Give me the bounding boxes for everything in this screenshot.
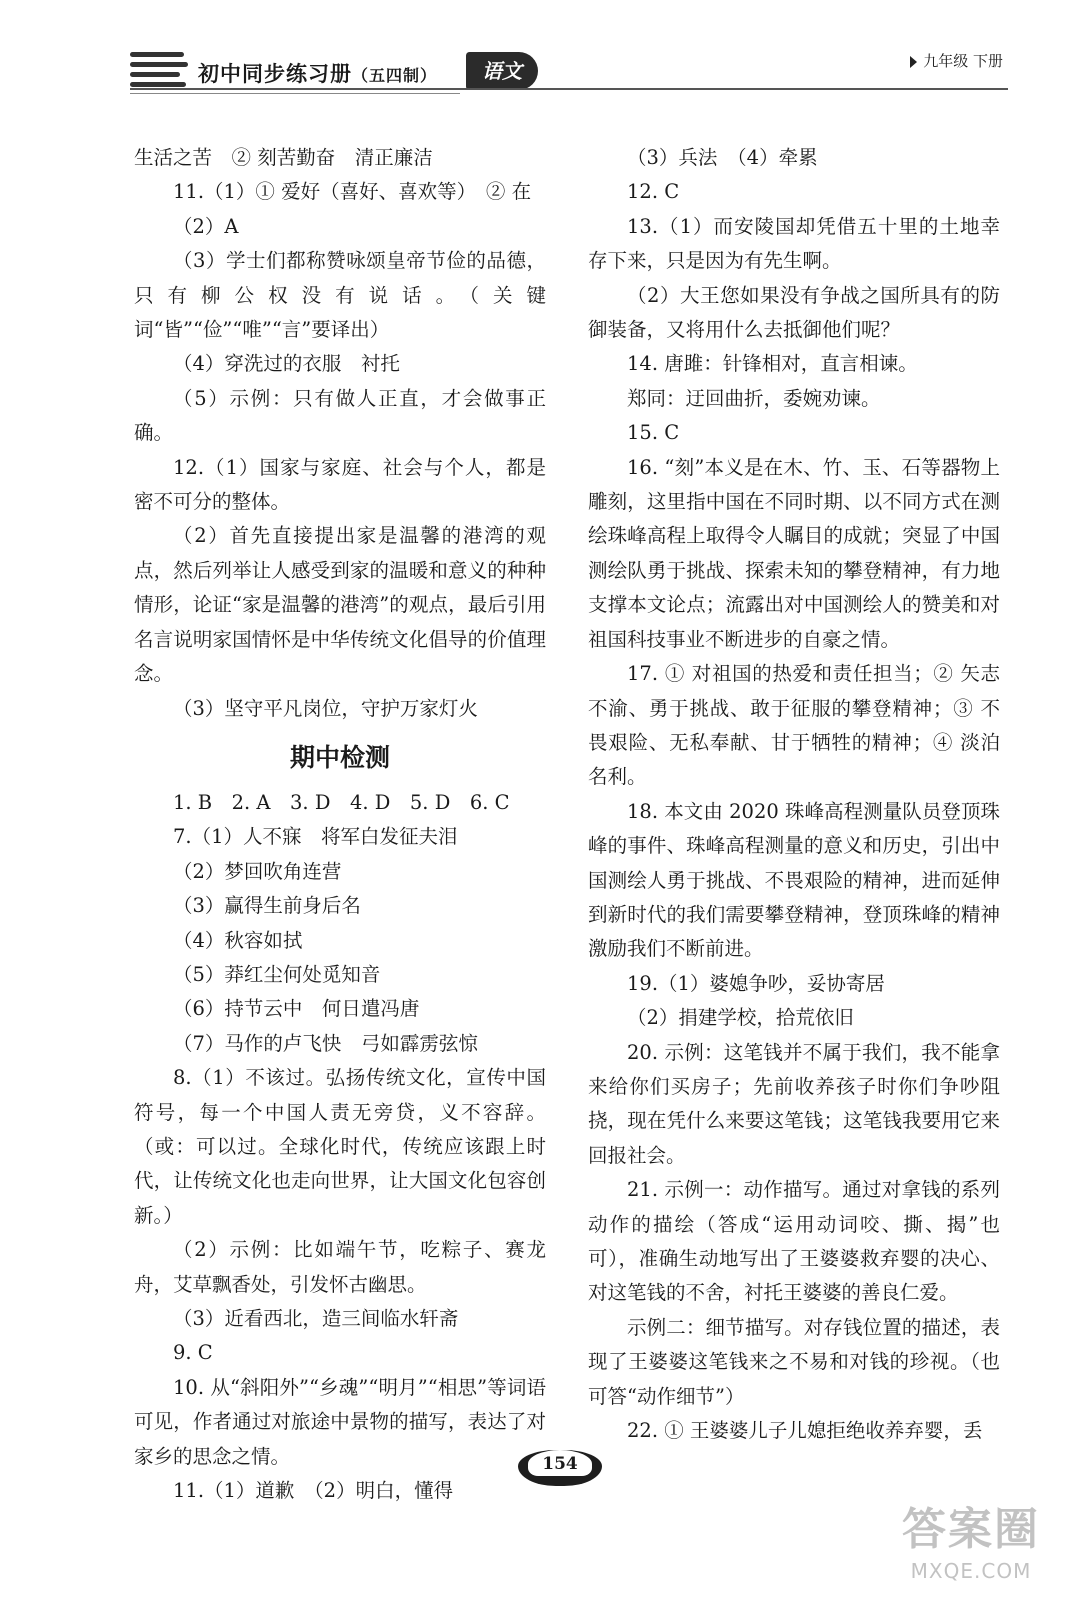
book-edition: （五四制） [352, 66, 438, 85]
book-title [198, 58, 437, 88]
answer-line: （2）捐建学校，拾荒依旧 [627, 1006, 854, 1030]
answer-line: （7）马作的卢飞快 弓如霹雳弦惊 [173, 1031, 478, 1055]
answer-line: 12.（1）国家与家庭、社会与个人，都是密不可分的整体。 [134, 455, 546, 514]
section-title: 期中检测 [289, 742, 390, 772]
answer-line: （2）A [173, 214, 239, 238]
triangle-marker-icon [910, 56, 917, 68]
header-divider-secondary [130, 93, 460, 94]
answer-line: 10. 从“斜阳外”“乡魂”“明月”“相思”等词语可见，作者通过对旅途中景物的描写，表达了对家乡的思念之情。 [134, 1375, 546, 1468]
watermark [871, 1502, 1071, 1590]
answer-line: 15. C [627, 421, 680, 445]
answer-line: 22. ① 王婆婆儿子儿媳拒绝收养弃婴，丢 [627, 1419, 983, 1443]
book-title-text: 初中同步练习册 [198, 61, 352, 86]
page-number: 154 [528, 1450, 592, 1476]
answer-line: （2）大王您如果没有争战之国所具有的防御装备，又将用什么去抵御他们呢？ [588, 283, 1000, 342]
grade-text: 九年级 下册 [923, 52, 1003, 70]
answer-line: 9. C [173, 1341, 213, 1365]
answer-line: （4）秋容如拭 [173, 928, 303, 952]
right-column [588, 141, 1000, 1448]
answer-line: 13.（1）而安陵国却凭借五十里的土地幸存下来，只是因为有先生啊。 [588, 214, 1000, 273]
answer-line: 生活之苦 ② 刻苦勤奋 清正廉洁 [134, 146, 433, 169]
answer-line: （3）坚守平凡岗位，守护万家灯火 [173, 696, 478, 720]
header-divider [130, 88, 1008, 90]
answer-line: 16. “刻”本义是在木、竹、玉、石等器物上雕刻，这里指中国在不同时期、以不同方式在测绘珠峰高程上取得令人瞩目的成就；突显了中国测绘队勇于挑战、探索未知的攀登精神，有力地支撑本文论点；流露出对中国测绘人的赞美和对祖国科技事业不断进步的自豪之情。 [588, 455, 1000, 651]
answer-line: 21. 示例一：动作描写。通过对拿钱的系列动作的描绘（答成“运用动词咬、撕、揭”也可），准确生动地写出了王婆婆救弃婴的决心、对这笔钱的不舍，衬托王婆婆的善良仁爱。 [588, 1178, 1000, 1305]
answer-line: （5）莽红尘何处觅知音 [173, 962, 381, 986]
page-number-badge [500, 1442, 620, 1492]
answer-line: 1. B 2. A 3. D 4. D 5. D 6. C [173, 790, 510, 814]
left-column [134, 141, 546, 1508]
answer-line: （2）示例：比如端午节，吃粽子、赛龙舟，艾草飘香处，引发怀古幽思。 [134, 1238, 546, 1296]
answer-line: （2）首先直接提出家是温馨的港湾的观点，然后列举让人感受到家的温暖和意义的种种情形，论证“家是温馨的港湾”的观点，最后引用名言说明家国情怀是中华传统文化倡导的价值理念。 [134, 524, 546, 686]
answer-line: （3）学士们都称赞咏颂皇帝节俭的品德，只有柳公权没有说话。（关键词“皆”“俭”“唯”“言”要译出） [134, 249, 546, 342]
watermark-url: MXQE.COM [910, 1559, 1032, 1583]
answer-line: 8.（1）不该过。弘扬传统文化，宣传中国符号，每一个中国人责无旁贷，义不容辞。（或：可以过。全球化时代，传统应该跟上时代，让传统文化也走向世界，让大国文化包容创新。） [134, 1066, 546, 1227]
answer-line: 17. ① 对祖国的热爱和责任担当；② 矢志不渝、勇于挑战、敢于征服的攀登精神；③ 不畏艰险、无私奉献、甘于牺牲的精神；④ 淡泊名利。 [588, 662, 1000, 789]
answer-line: 20. 示例：这笔钱并不属于我们，我不能拿来给你们买房子；先前收养孩子时你们争吵阻挠，现在凭什么来要这笔钱；这笔钱我要用它来回报社会。 [588, 1040, 1000, 1167]
watermark-logo: 答案圈 [902, 1504, 1040, 1555]
grade-label [910, 50, 1003, 71]
subject-badge: 语文 [466, 52, 538, 90]
answer-line: 郑同：迂回曲折，委婉劝谏。 [627, 386, 881, 410]
answer-line: （2）梦回吹角连营 [173, 859, 342, 883]
answer-line: 12. C [627, 180, 680, 204]
answer-line: 示例二：细节描写。对存钱位置的描述，表现了王婆婆这笔钱来之不易和对钱的珍视。（也可答“动作细节”） [588, 1315, 1000, 1408]
answer-line: 19.（1）婆媳争吵，妥协寄居 [627, 971, 885, 995]
answer-line: （6）持节云中 何日遣冯唐 [173, 997, 420, 1021]
answer-line: 7.（1）人不寐 将军白发征夫泪 [173, 825, 458, 849]
answer-line: （5）示例：只有做人正直，才会做事正确。 [134, 386, 546, 445]
answer-line: （3）赢得生前身后名 [173, 894, 361, 918]
answer-line: 14. 唐雎：针锋相对，直言相谏。 [627, 352, 918, 376]
answer-line: 18. 本文由 2020 珠峰高程测量队员登顶珠峰的事件、珠峰高程测量的意义和历史，引出中国测绘人勇于挑战、不畏艰险的精神，进而延伸到新时代的我们需要攀登精神，登顶珠峰的精神激励我们不断前进。 [588, 799, 1000, 961]
answer-line: （3）近看西北，造三间临水轩斋 [173, 1307, 459, 1330]
page-header [0, 0, 1091, 110]
answer-line: （4）穿洗过的衣服 衬托 [173, 352, 400, 376]
answer-line: 11.（1）① 爱好（喜好、喜欢等） ② 在 [173, 180, 532, 204]
answer-line: 11.（1）道歉 （2）明白，懂得 [173, 1479, 454, 1503]
answer-line: （3）兵法 （4）牵累 [627, 146, 818, 169]
